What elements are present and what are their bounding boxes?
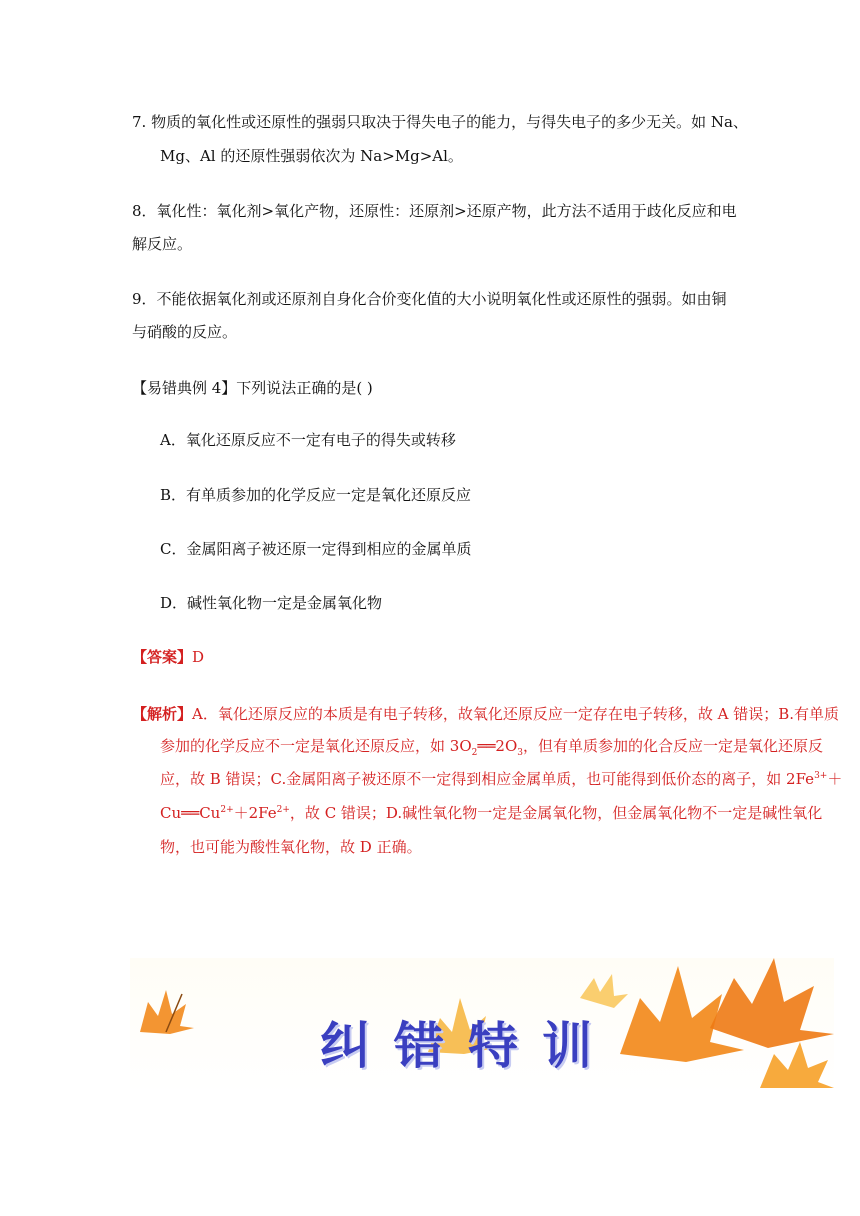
analysis-label: 【解析】 (132, 705, 193, 723)
point-9-line-1: 9．不能依据氧化剂或还原剂自身化合价变化值的大小说明氧化性或还原性的强弱。如由铜 (132, 290, 727, 308)
analysis-line-2 (160, 736, 823, 756)
analysis-line-3 (160, 769, 842, 789)
option-c: C．金属阳离子被还原一定得到相应的金属单质 (160, 540, 472, 558)
analysis-sub-2: 3 (517, 748, 523, 758)
analysis-line-1 (132, 704, 839, 724)
banner-title: 纠错特训 (320, 1017, 616, 1075)
analysis-sup-1: 3+ (814, 771, 828, 781)
analysis-line-5 (160, 837, 422, 857)
answer-value: D (192, 648, 205, 666)
analysis-text-1: A．氧化还原反应的本质是有电子转移，故氧化还原反应一定存在电子转移，故 A 错误；B.有单质 (192, 705, 840, 723)
point-8-line-1: 8．氧化性：氧化剂>氧化产物，还原性：还原剂>还原产物，此方法不适用于歧化反应和电 (132, 202, 737, 220)
option-d: D．碱性氧化物一定是金属氧化物 (160, 594, 383, 612)
analysis-text-4a: Cu══Cu (160, 804, 221, 822)
analysis-text-2a: 参加的化学反应不一定是氧化还原反应，如 3O (160, 737, 472, 755)
analysis-sup-3: 2+ (276, 805, 290, 815)
analysis-sub-1: 2 (471, 748, 478, 758)
analysis-text-5: 物，也可能为酸性氧化物，故 D 正确。 (160, 838, 422, 856)
maple-leaf-icon (130, 982, 200, 1042)
analysis-sup-2: 2+ (220, 805, 234, 815)
analysis-text-3a: 应，故 B 错误；C.金属阳离子被还原不一定得到相应金属单质，也可能得到低价态的离子，如 2Fe (160, 770, 815, 788)
question-stem: 【易错典例 4】下列说法正确的是( ) (132, 379, 373, 397)
option-b: B．有单质参加的化学反应一定是氧化还原反应 (160, 486, 472, 504)
banner-image (130, 958, 834, 1094)
answer-label: 【答案】 (132, 648, 193, 666)
analysis-text-4e: ，故 C 错误；D.碱性氧化物一定是金属氧化物，但金属氧化物不一定是碱性氧化 (289, 804, 823, 822)
option-a: A．氧化还原反应不一定有电子的得失或转移 (160, 431, 456, 449)
answer (132, 647, 204, 667)
point-7-line-2: Mg、Al 的还原性强弱依次为 Na>Mg>Al。 (160, 147, 463, 165)
analysis-text-2e: ，但有单质参加的化合反应一定是氧化还原反 (523, 737, 824, 755)
point-9-line-2: 与硝酸的反应。 (132, 323, 238, 341)
analysis-line-4 (160, 803, 822, 823)
point-8-line-2: 解反应。 (132, 235, 193, 253)
analysis-text-4c: ＋2Fe (233, 804, 277, 822)
analysis-text-3c: ＋ (827, 770, 843, 788)
point-7-line-1: 7. 物质的氧化性或还原性的强弱只取决于得失电子的能力，与得失电子的多少无关。如 Na、 (132, 113, 748, 131)
analysis-text-2c: ══2O (477, 737, 518, 755)
